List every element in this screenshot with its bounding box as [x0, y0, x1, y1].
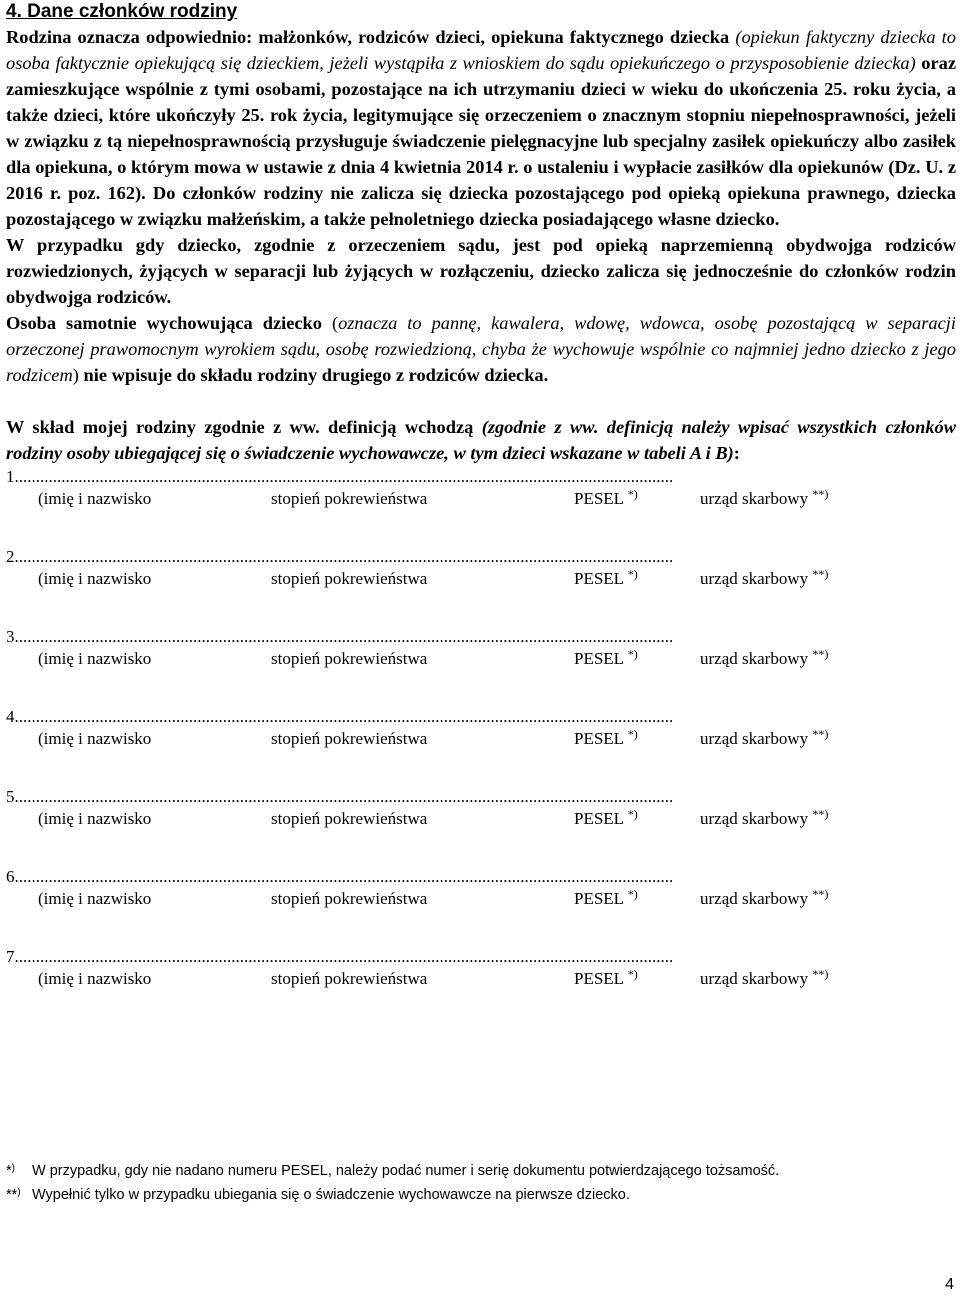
- entry-number: 6.: [6, 867, 19, 886]
- caption-tax-office: [700, 648, 828, 671]
- tax-footnote-mark: **): [812, 887, 829, 901]
- pesel-footnote-mark: *): [627, 487, 638, 501]
- paren-open: (: [331, 313, 339, 333]
- entry-number: 5.: [6, 787, 19, 806]
- caption-relation: stopień pokrewieństwa: [271, 649, 428, 668]
- footnotes: [6, 1160, 779, 1208]
- caption-name: (imię i nazwisko: [38, 889, 152, 908]
- caption-name: (imię i nazwisko: [38, 729, 152, 748]
- tax-footnote-mark: **): [812, 727, 829, 741]
- entry-number: 7.: [6, 947, 19, 966]
- pesel-footnote-mark: *): [627, 727, 638, 741]
- pesel-footnote-mark: *): [627, 647, 638, 661]
- caption-relation: stopień pokrewieństwa: [271, 969, 428, 988]
- dotted-fill: ..........................................................................................................................................................: [18, 867, 674, 886]
- pesel-label: PESEL: [574, 809, 624, 828]
- pesel-footnote-mark: *): [627, 567, 638, 581]
- entry-number: 3.: [6, 627, 19, 646]
- footnote-paren: ): [17, 1187, 21, 1198]
- tax-office-label: urząd skarbowy: [700, 809, 809, 828]
- caption-name: (imię i nazwisko: [38, 969, 152, 988]
- definition-italic-note: (opiekun faktyczny dziecka to osoba faktycznie opiekującą się dzieckiem, jeżeli wystąpiła z wnioskiem do sądu opiekuńczego o przysposobienie dziecka): [6, 27, 956, 73]
- caption-relation: stopień pokrewieństwa: [271, 489, 428, 508]
- single-parent-paragraph: [6, 310, 956, 388]
- page-number: 4: [945, 1276, 954, 1293]
- footnote: [6, 1160, 779, 1184]
- entry-input-line[interactable]: [6, 946, 673, 968]
- footnote-text: W przypadku, gdy nie nadano numeru PESEL, należy podać numer i serię dokumentu potwierdzającego tożsamość.: [32, 1163, 780, 1179]
- composition-text: W skład mojej rodziny zgodnie z ww. definicją wchodzą: [6, 417, 474, 437]
- footnote-paren: ): [11, 1163, 15, 1174]
- dotted-fill: ..........................................................................................................................................................: [18, 787, 674, 806]
- family-member-entry: [6, 946, 956, 1026]
- pesel-label: PESEL: [574, 889, 624, 908]
- family-composition-intro: [6, 414, 956, 466]
- family-member-entry: [6, 786, 956, 866]
- pesel-label: PESEL: [574, 969, 624, 988]
- entry-input-line[interactable]: [6, 706, 673, 728]
- entry-input-line[interactable]: [6, 546, 673, 568]
- definition-text-1: Rodzina oznacza odpowiednio: małżonków, rodziców dzieci, opiekuna faktycznego dziecka: [6, 27, 730, 47]
- caption-name: (imię i nazwisko: [38, 809, 152, 828]
- paren-close: ): [72, 365, 79, 385]
- footnote: [6, 1184, 779, 1208]
- entry-input-line[interactable]: [6, 466, 673, 488]
- family-member-entry: [6, 626, 956, 706]
- single-parent-rule: nie wpisuje do składu rodziny drugiego z rodziców dziecka.: [83, 365, 549, 385]
- family-member-entry: [6, 866, 956, 946]
- caption-relation: stopień pokrewieństwa: [271, 729, 428, 748]
- entry-number: 4.: [6, 707, 19, 726]
- caption-tax-office: [700, 968, 828, 991]
- tax-office-label: urząd skarbowy: [700, 969, 809, 988]
- tax-footnote-mark: **): [812, 567, 829, 581]
- pesel-footnote-mark: *): [627, 967, 638, 981]
- tax-office-label: urząd skarbowy: [700, 889, 809, 908]
- caption-relation: stopień pokrewieństwa: [271, 809, 428, 828]
- entry-number: 2.: [6, 547, 19, 566]
- tax-office-label: urząd skarbowy: [700, 489, 809, 508]
- caption-tax-office: [700, 808, 828, 831]
- caption-pesel: [574, 568, 638, 591]
- spacer: [6, 388, 956, 414]
- caption-pesel: [574, 488, 638, 511]
- footnote-mark: [6, 1184, 32, 1208]
- pesel-label: PESEL: [574, 729, 624, 748]
- caption-tax-office: [700, 568, 828, 591]
- definition-text-2: oraz zamieszkujące wspólnie z tymi osobami, pozostające na ich utrzymaniu dzieci w wieku do ukończenia 25. roku życia, a także dzieci, które ukończyły 25. rok życia, legitymujące się orzeczeniem o znacznym stopniu niepełnosprawności, jeżeli w związku z tą niepełnosprawnością przysługuje świadczenie pielęgnacyjne lub specjalny zasiłek opiekuńczy albo zasiłek dla opiekuna, o którym mowa w ustawie z dnia 4 kwietnia 2014 r. o ustaleniu i wypłacie zasiłków dla opiekunów (Dz. U. z 2016 r. poz. 162). Do członków rodziny nie zalicza się dziecka pozostającego pod opieką opiekuna prawnego, dziecka pozostającego w związku małżeńskim, a także pełnoletniego dziecka posiadającego własne dziecko.: [6, 53, 956, 229]
- dotted-fill: ..........................................................................................................................................................: [18, 707, 674, 726]
- family-member-entry: [6, 706, 956, 786]
- footnote-star: **: [6, 1187, 18, 1203]
- family-member-list: [6, 466, 956, 1026]
- dotted-fill: ..........................................................................................................................................................: [18, 547, 674, 566]
- entry-input-line[interactable]: [6, 786, 673, 808]
- pesel-label: PESEL: [574, 569, 624, 588]
- composition-colon: :: [733, 443, 740, 463]
- document-page: [6, 0, 956, 1203]
- caption-name: (imię i nazwisko: [38, 489, 152, 508]
- caption-pesel: [574, 888, 638, 911]
- tax-footnote-mark: **): [812, 807, 829, 821]
- caption-tax-office: [700, 728, 828, 751]
- caption-pesel: [574, 808, 638, 831]
- dotted-fill: ..........................................................................................................................................................: [18, 947, 674, 966]
- tax-office-label: urząd skarbowy: [700, 649, 809, 668]
- tax-office-label: urząd skarbowy: [700, 729, 809, 748]
- entry-input-line[interactable]: [6, 866, 673, 888]
- family-member-entry: [6, 466, 956, 546]
- tax-footnote-mark: **): [812, 647, 829, 661]
- tax-office-label: urząd skarbowy: [700, 569, 809, 588]
- caption-name: (imię i nazwisko: [38, 569, 152, 588]
- family-member-entry: [6, 546, 956, 626]
- single-parent-definition: oznacza to pannę, kawalera, wdowę, wdowca, osobę pozostającą w separacji orzeczonej prawomocnym wyrokiem sądu, osobę rozwiedzioną, chyba że wychowuje wspólnie co najmniej jedno dziecko z jego rodzicem: [6, 313, 956, 385]
- pesel-footnote-mark: *): [627, 887, 638, 901]
- dotted-fill: ..........................................................................................................................................................: [18, 627, 674, 646]
- caption-tax-office: [700, 888, 828, 911]
- entry-number: 1.: [6, 467, 19, 486]
- alternating-custody-paragraph: W przypadku gdy dziecko, zgodnie z orzeczeniem sądu, jest pod opieką naprzemienną obydwojga rodziców rozwiedzionych, żyjących w separacji lub żyjących w rozłączeniu, dziecko zalicza się jednocześnie do członków rodzin obydwojga rodziców.: [6, 235, 956, 307]
- tax-footnote-mark: **): [812, 967, 829, 981]
- composition-note: (zgodnie z ww. definicją należy wpisać wszystkich członków rodziny osoby ubiegającej się o świadczenie wychowawcze, w tym dzieci wskazane w tabeli A i B): [6, 417, 956, 463]
- pesel-label: PESEL: [574, 489, 624, 508]
- caption-tax-office: [700, 488, 828, 511]
- footnote-mark: [6, 1160, 32, 1184]
- pesel-label: PESEL: [574, 649, 624, 668]
- footnote-star: *: [6, 1163, 12, 1179]
- caption-pesel: [574, 728, 638, 751]
- caption-pesel: [574, 968, 638, 991]
- tax-footnote-mark: **): [812, 487, 829, 501]
- pesel-footnote-mark: *): [627, 807, 638, 821]
- caption-relation: stopień pokrewieństwa: [271, 569, 428, 588]
- footnote-text: Wypełnić tylko w przypadku ubiegania się o świadczenie wychowawcze na pierwsze dziecko.: [32, 1187, 630, 1203]
- caption-relation: stopień pokrewieństwa: [271, 889, 428, 908]
- caption-name: (imię i nazwisko: [38, 649, 152, 668]
- dotted-fill: ..........................................................................................................................................................: [18, 467, 674, 486]
- caption-pesel: [574, 648, 638, 671]
- single-parent-term: Osoba samotnie wychowująca dziecko: [6, 313, 322, 333]
- family-definition-paragraph: [6, 24, 956, 232]
- section-heading: 4. Dane członków rodziny: [6, 1, 238, 22]
- entry-input-line[interactable]: [6, 626, 673, 648]
